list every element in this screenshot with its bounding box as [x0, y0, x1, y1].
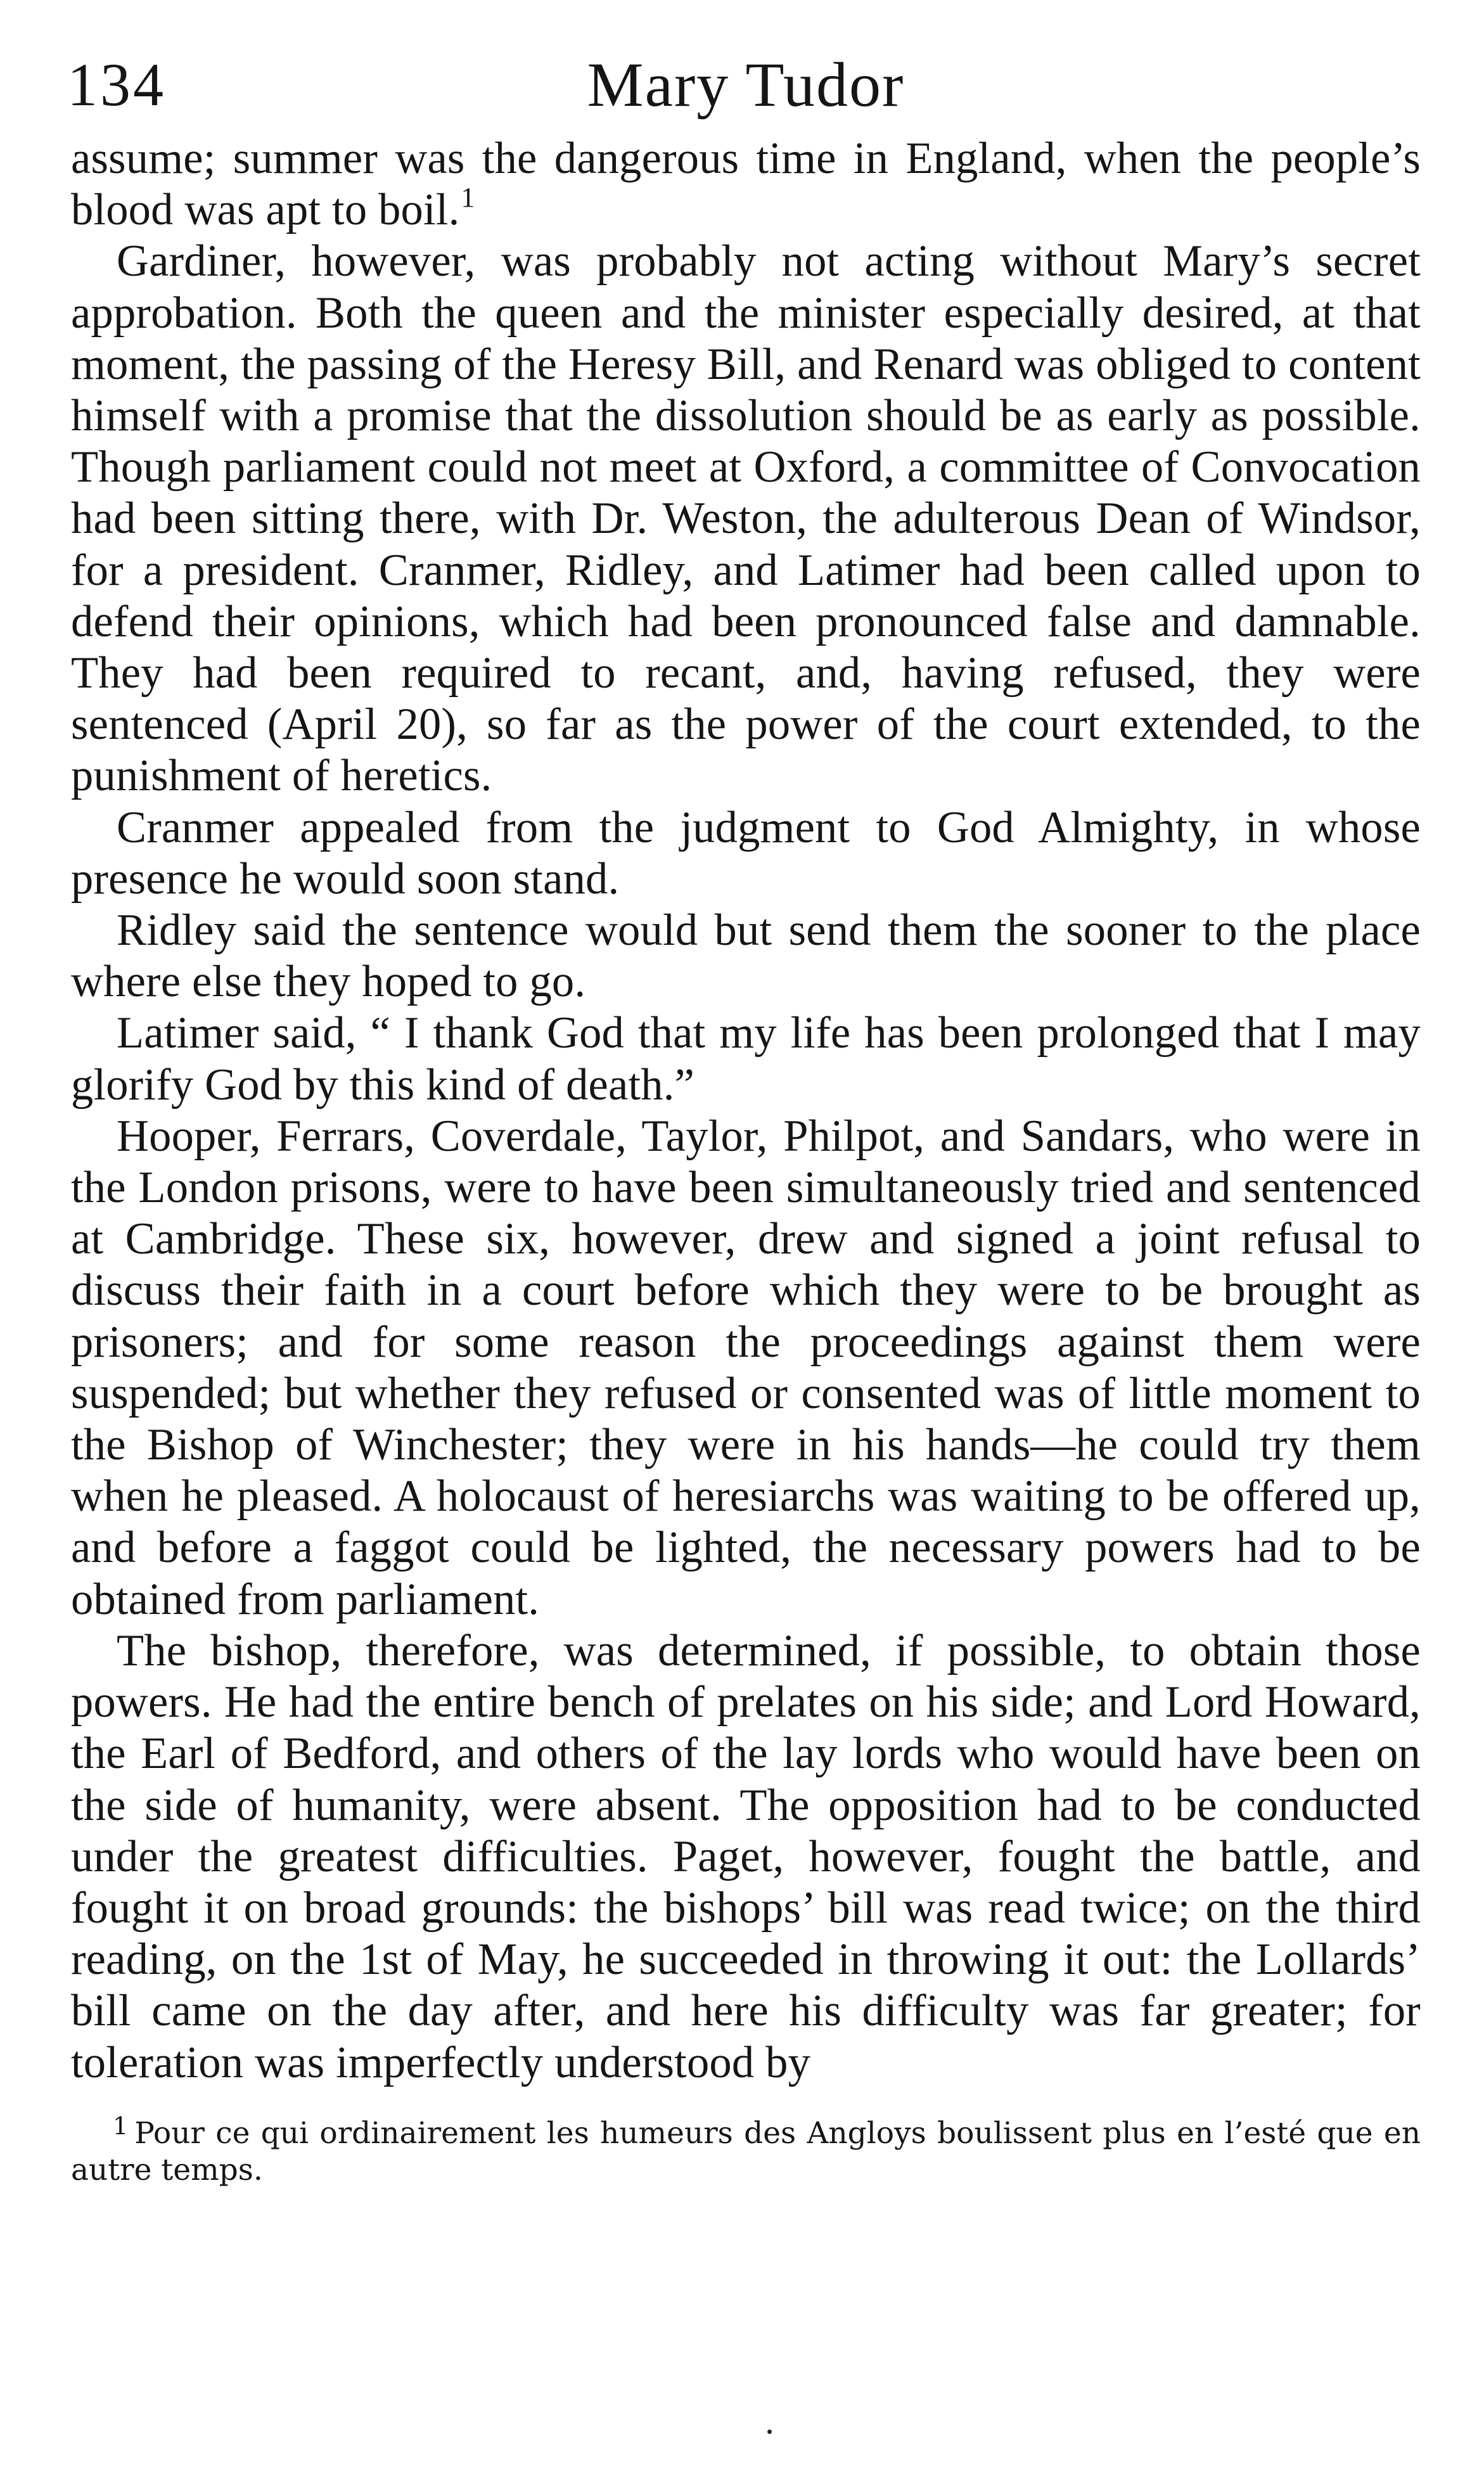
paragraph: Cranmer appealed from the judgment to God Almighty, in whose presence he would soon stand. — [71, 802, 1421, 904]
paragraph: The bishop, therefore, was determined, if possible, to obtain those powers. He had the entire bench of prelates on his side; and Lord Howard, the Earl of Bedford, and others of the lay lords who would have been on the side of humanity, were absent. The opposition had to be conducted under the greatest difficulties. Paget, however, fought the battle, and fought it on broad grounds: the bishops’ bill was read twice; on the third reading, on the 1st of May, he succeeded in throwing it out: the Lollards’ bill came on the day after, and here his difficulty was far greater; for toleration was imperfectly understood by — [71, 1625, 1421, 2087]
paragraph: Ridley said the sentence would but send them the sooner to the place where else they hoped to go. — [71, 906, 1421, 1007]
paragraph: Hooper, Ferrars, Coverdale, Taylor, Philpot, and Sandars, who were in the London prisons, were to have been simultaneously tried and sentenced at Cambridge. These six, however, drew and signed a joint refusal to discuss their faith in a court before which they were to be brought as prisoners; and for some reason the proceedings against them were suspended; but whether they refused or consented was of little moment to the Bishop of Winchester; they were in his hands—he could try them when he pleased. A holocaust of heresiarchs was waiting to be offered up, and before a faggot could be lighted, the necessary powers had to be obtained from parliament. — [71, 1111, 1421, 1624]
footnote-reference: 1 — [461, 182, 475, 214]
paragraph: Latimer said, “ I thank God that my life has been prolonged that I may glorify God by this kind of death.” — [71, 1008, 1421, 1110]
footnote-mark: 1 — [113, 2111, 129, 2140]
book-page — [67, 38, 1421, 2189]
footnote-text: Pour ce qui ordinairement les humeurs des Angloys boulissent plus en l’esté que en autre temps. — [71, 2115, 1421, 2187]
paragraph: Gardiner, however, was probably not acting without Mary’s secret approbation. Both the queen and the minister especially desired, at that moment, the passing of the Heresy Bill, and Renard was obliged to content himself with a promise that the dissolution should be as early as possible. Though parliament could not meet at Oxford, a committee of Convocation had been sitting there, with Dr. Weston, the adulterous Dean of Windsor, for a president. Cranmer, Ridley, and Latimer had been called upon to defend their opinions, which had been pronounced false and damnable. They had been required to recant, and, having refused, they were sentenced (April 20), so far as the power of the court extended, to the punishment of heretics. — [71, 236, 1421, 801]
body-text — [71, 133, 1421, 2089]
page-header — [67, 38, 1421, 133]
print-speck — [767, 2430, 772, 2434]
footnote — [71, 2108, 1421, 2189]
page-number: 134 — [67, 51, 166, 118]
running-title: Mary Tudor — [587, 49, 905, 120]
paragraph-continuation: assume; summer was the dangerous time in England, when the people’s blood was apt to boil.$^1$ — [71, 134, 1421, 235]
